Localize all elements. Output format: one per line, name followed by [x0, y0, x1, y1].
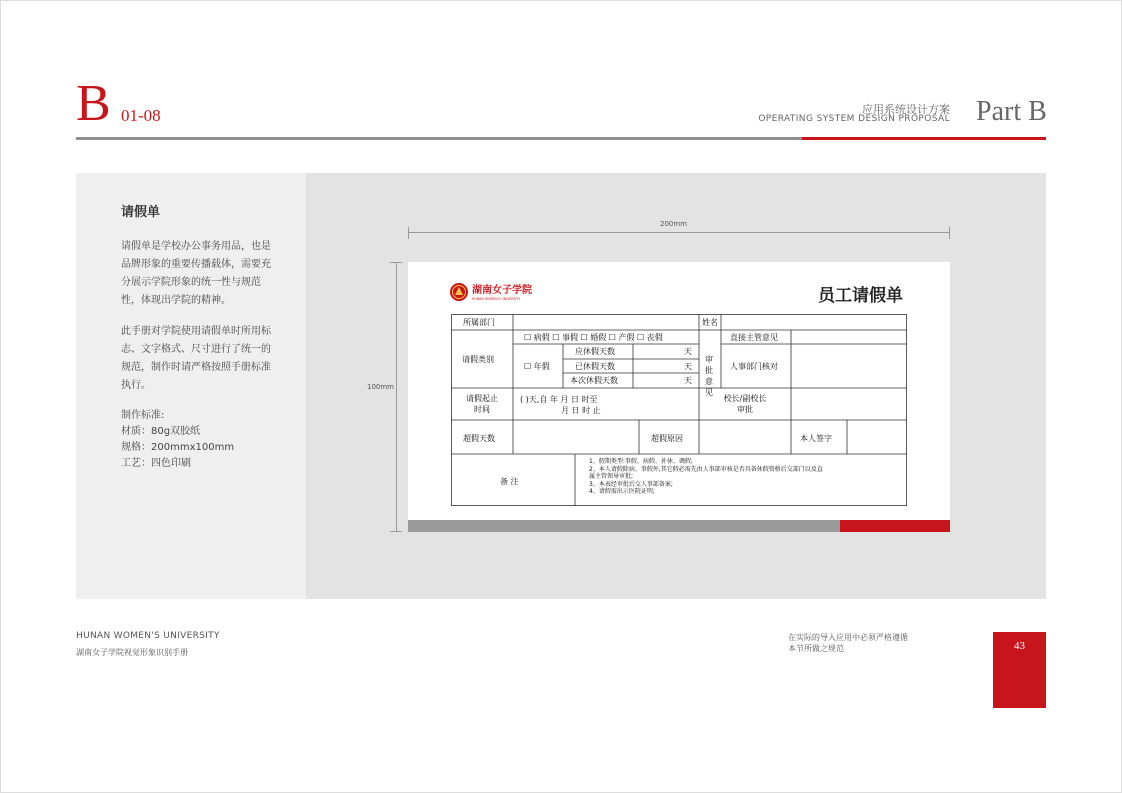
over-reason-label: 超假原因 — [651, 434, 683, 443]
remarks-label: 备 注 — [500, 477, 519, 486]
footer-note-line-1: 在实际的导入应用中必须严格遵循 — [788, 633, 908, 642]
paragraph-line: 性，体现出学院的精神。 — [121, 295, 231, 306]
paragraph-line: 规范，制作时请严格按照手册标准 — [121, 362, 271, 373]
footer-note-line-2: 本节所做之规范 — [788, 644, 844, 653]
logo-wordmark-en: HUNAN WOMEN'S UNIVERSITY — [472, 297, 521, 301]
paragraph-line: 执行。 — [121, 380, 151, 391]
paragraph-line: 志、文字格式、尺寸进行了统一的 — [121, 344, 271, 355]
description-paragraph-2 — [121, 323, 281, 395]
supervisor-label: 直接主管意见 — [730, 333, 778, 342]
paragraph-line: 此手册对学院使用请假单时所用标 — [121, 326, 271, 337]
part-label: Part B — [976, 96, 1047, 127]
day-unit: 天 — [684, 362, 692, 371]
header-title-en: OPERATING SYSTEM DESIGN PROPOSAL — [758, 114, 950, 124]
spec-line: 规格：200mmx100mm — [121, 442, 235, 453]
principal-label: 校长/副校长 审批 — [723, 394, 767, 414]
over-days-label: 超假天数 — [463, 434, 495, 443]
spec-line: 工艺：四色印刷 — [121, 458, 191, 469]
spec-line: 制作标准: — [121, 410, 165, 421]
taken-days-label: 已休假天数 — [575, 362, 615, 371]
note-line: 1、假期类型:事假、病假、补休、调假; — [589, 458, 693, 465]
production-spec — [121, 408, 234, 472]
note-line: 属主管领导审批; — [589, 473, 634, 481]
logo-wordmark-cn: 湖南女子学院 — [472, 285, 532, 296]
card-bottom-bar — [408, 520, 840, 532]
height-dimension-line — [396, 262, 397, 532]
due-days-label: 应休假天数 — [575, 347, 615, 356]
note-line: 4、请假需出示医院证明; — [589, 488, 655, 496]
card-bottom-bar-accent — [840, 520, 950, 532]
section-title: 请假单 — [121, 205, 161, 220]
dimension-tick — [408, 227, 409, 239]
dimension-tick — [390, 531, 402, 532]
leave-type-options: ☐ 病假 ☐ 事假 ☐ 婚假 ☐ 产假 ☐ 丧假 — [524, 333, 663, 342]
signature-label: 本人签字 — [800, 434, 832, 443]
current-days-label: 本次休假天数 — [570, 376, 618, 385]
header-title-cn: 应用系统设计方案 — [862, 103, 950, 116]
page-number: 43 — [1014, 640, 1025, 652]
remarks-notes — [589, 458, 904, 496]
university-logo — [449, 282, 543, 302]
period-label: 请假起止 时间 — [466, 394, 498, 414]
header-divider-accent — [802, 137, 1046, 140]
period-line-1: ( )天,自 年 月 日 时至 — [520, 395, 598, 404]
day-unit: 天 — [684, 376, 692, 385]
section-letter: B — [76, 75, 111, 132]
paragraph-line: 请假单是学校办公事务用品，也是 — [121, 241, 271, 252]
paragraph-line: 分展示学院形象的统一性与规范 — [121, 277, 261, 288]
name-label: 姓名 — [702, 318, 718, 327]
form-title: 员工请假单 — [818, 286, 903, 306]
width-dimension-label: 200mm — [660, 220, 687, 228]
approval-label: 审 批 意 见 — [705, 355, 713, 397]
note-line: 3、本表经审批后交人事部备案; — [589, 480, 673, 488]
footer-manual-title: 湖南女子学院视觉形象识别手册 — [76, 648, 188, 657]
annual-leave-option: ☐ 年假 — [524, 362, 550, 371]
spec-line: 材质：80g双胶纸 — [121, 426, 201, 437]
height-dimension-label: 100mm — [367, 383, 394, 391]
note-line: 2、本人请假除病、事假外,其它假必需先由人事部审核是否具备休假资格后交部门以及直 — [589, 465, 823, 473]
width-dimension-line — [408, 232, 950, 233]
footer-university-en: HUNAN WOMEN'S UNIVERSITY — [76, 631, 220, 641]
hr-check-label: 人事部门核对 — [730, 362, 778, 371]
dept-label: 所属部门 — [463, 318, 495, 327]
dimension-tick — [390, 262, 402, 263]
description-paragraph-1 — [121, 238, 281, 310]
paragraph-line: 品牌形象的重要传播载体，需要充 — [121, 259, 271, 270]
dimension-tick — [949, 227, 950, 239]
period-line-2: 月 日 时 止 — [561, 406, 601, 415]
leave-type-label: 请假类别 — [462, 355, 494, 364]
day-unit: 天 — [684, 347, 692, 356]
section-number: 01-08 — [121, 106, 161, 125]
